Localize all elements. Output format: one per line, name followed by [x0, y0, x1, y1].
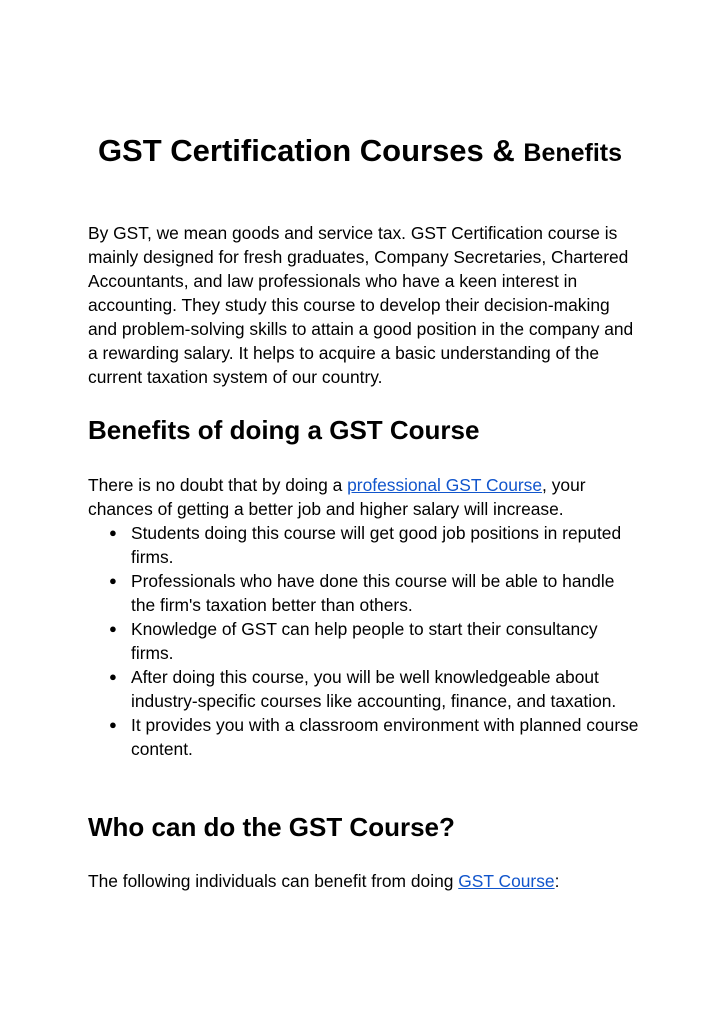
list-item	[88, 521, 640, 569]
list-item-text: Knowledge of GST can help people to start their consultancy firms.	[131, 619, 598, 663]
benefits-intro-paragraph	[88, 473, 640, 521]
bullet-icon: ●	[109, 621, 117, 636]
list-item	[88, 569, 640, 617]
page-title	[0, 131, 720, 173]
page-title-main: GST Certification Courses &	[97, 133, 524, 168]
list-item-text: Students doing this course will get good job positions in reputed firms.	[131, 523, 622, 567]
list-item	[88, 617, 640, 665]
benefits-heading: Benefits of doing a GST Course	[88, 415, 480, 445]
bullet-icon: ●	[109, 717, 117, 732]
page-title-benefits: Benefits	[523, 139, 623, 167]
who-intro-text-before: The following individuals can benefit from doing	[88, 871, 459, 891]
who-heading: Who can do the GST Course?	[88, 812, 455, 842]
gst-course-link[interactable]: GST Course	[458, 871, 555, 891]
bullet-icon: ●	[109, 669, 117, 684]
intro-paragraph: By GST, we mean goods and service tax. GST Certification course is mainly designed for fresh graduates, Company Secretaries, Chartered Accountants, and law professionals who have a keen interest in accounting. They study this course to develop their decision-making and problem-solving skills to attain a good position in the company and a rewarding salary. It helps to acquire a basic understanding of the current taxation system of our country.	[88, 223, 634, 387]
list-item	[88, 713, 640, 761]
bullet-icon: ●	[109, 573, 117, 588]
list-item-text: It provides you with a classroom environment with planned course content.	[131, 715, 639, 759]
list-item	[88, 665, 640, 713]
list-item-text: After doing this course, you will be well knowledgeable about industry-specific courses like accounting, finance, and taxation.	[131, 667, 617, 711]
who-intro-paragraph	[88, 869, 648, 893]
bullet-icon: ●	[109, 525, 117, 540]
professional-gst-course-link[interactable]: professional GST Course	[347, 475, 543, 495]
benefits-intro-text-before: There is no doubt that by doing a	[88, 475, 348, 495]
benefits-intro-text-after: , your chances of getting a better job and higher salary will increase.	[88, 475, 586, 519]
list-item-text: Professionals who have done this course will be able to handle the firm's taxation better than others.	[131, 571, 615, 615]
benefits-list	[88, 521, 640, 761]
who-intro-text-after: :	[554, 871, 560, 891]
